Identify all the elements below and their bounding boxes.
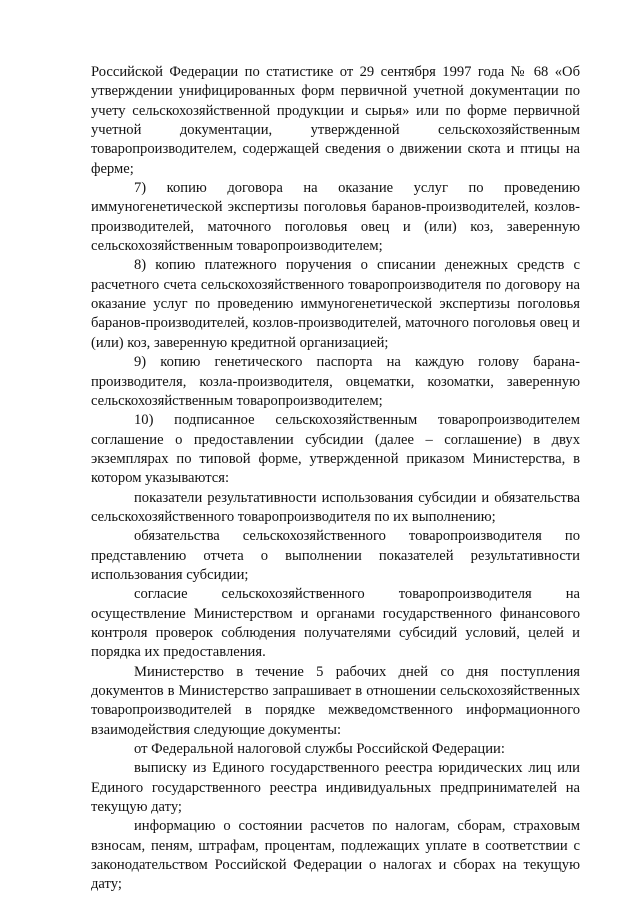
paragraph-indicators: показатели результативности использования субсидии и обязательства сельскохозяйственного товаропроизводителя по их выполнению; <box>91 489 580 525</box>
paragraph-consent: согласие сельскохозяйственного товаропроизводителя на осуществление Министерством и органами государственного финансового контроля проверок соблюдения получателями субсидий условий, целей и порядка их предоставления. <box>91 586 580 661</box>
paragraph-item-10: 10) подписанное сельскохозяйственным товаропроизводителем соглашение о предоставлении субсидии (далее – соглашение) в двух экземплярах по типовой форме, утвержденной приказом Министерства, в котором указываются: <box>91 412 580 487</box>
document-body <box>91 63 580 895</box>
paragraph-registry-extract: выписку из Единого государственного реестра юридических лиц или Единого государственного реестра индивидуальных предпринимателей на текущую дату; <box>91 760 580 816</box>
paragraph-item-7: 7) копию договора на оказание услуг по проведению иммуногенетической экспертизы поголовья баранов-производителей, козлов-производителей, маточного поголовья овец и (или) коз, заверенную сельскохозяйственным товаропроизводителем; <box>91 180 580 255</box>
paragraph-tax-info: информацию о состоянии расчетов по налогам, сборам, страховым взносам, пеням, штрафам, процентам, подлежащих уплате в соответствии с законодательством Российской Федерации о налогах и сборах на текущую дату; <box>91 818 580 893</box>
paragraph-item-8: 8) копию платежного поручения о списании денежных средств с расчетного счета сельскохозяйственного товаропроизводителя по договору на оказание услуг по проведению иммуногенетической экспертизы поголовья баранов-производителей, козлов-производителей, маточного поголовья овец и (или) коз, заверенную кредитной организацией; <box>91 257 580 351</box>
paragraph-item-9: 9) копию генетического паспорта на каждую голову барана-производителя, козла-производителя, овцематки, козоматки, заверенную сельскохозяйственным товаропроизводителем; <box>91 354 580 409</box>
paragraph-tax-service: от Федеральной налоговой службы Российской Федерации: <box>134 741 505 758</box>
paragraph-ministry-request: Министерство в течение 5 рабочих дней со дня поступления документов в Министерство запрашивает в отношении сельскохозяйственных товаропроизводителей в порядке межведомственного информационного взаимодействия следующие документы: <box>91 663 580 738</box>
paragraph-continuation: Российской Федерации по статистике от 29 сентября 1997 года № 68 «Об утверждении унифицированных форм первичной учетной документации по учету сельскохозяйственной продукции и сырья» или по форме первичной учетной документации, утвержденной сельскохозяйственным товаропроизводителем, содержащей сведения о движении скота и птицы на ферме; <box>91 64 580 177</box>
paragraph-obligations: обязательства сельскохозяйственного товаропроизводителя по представлению отчета о выполнении показателей результативности использования субсидии; <box>91 528 580 583</box>
